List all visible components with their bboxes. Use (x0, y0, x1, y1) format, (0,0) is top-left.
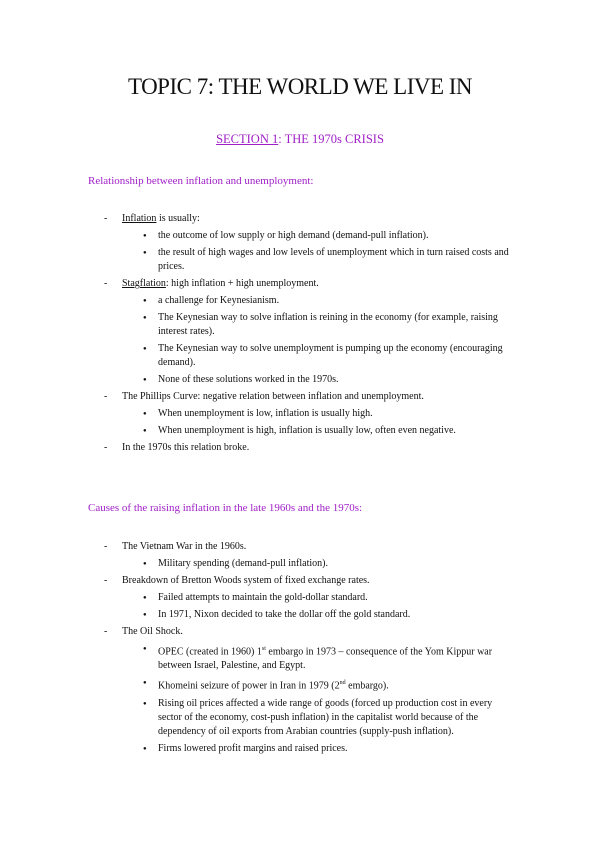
section-link[interactable]: SECTION 1 (216, 132, 279, 146)
list-subitem: ● Military spending (demand-pull inflation). (158, 557, 510, 571)
list-inflation-unemployment (0, 212, 600, 458)
list-item-vietnam-war: - The Vietnam War in the 1960s. (122, 540, 502, 554)
list-subitem: ● The Keynesian way to solve unemployment is pumping up the economy (encouraging demand). (158, 342, 510, 370)
term-inflation: Inflation (122, 213, 157, 224)
list-item-oil-shock: - The Oil Shock. (122, 625, 502, 639)
heading-inflation-unemployment: Relationship between inflation and unemployment: (88, 175, 314, 187)
heading-causes-inflation: Causes of the raising inflation in the late 1960s and the 1970s: (88, 502, 363, 514)
list-subitem: ● a challenge for Keynesianism. (158, 294, 510, 308)
list-item-stagflation: - Stagflation: high inflation + high unemployment. (122, 277, 502, 291)
list-subitem-opec: ● OPEC (created in 1960) 1st embargo in 1973 – consequence of the Yom Kippur war between Israel, Palestine, and Egypt. (158, 642, 510, 673)
term-stagflation: Stagflation (122, 278, 166, 289)
list-subitem: ● When unemployment is high, inflation is usually low, often even negative. (158, 424, 510, 438)
list-subitem: ● the outcome of low supply or high demand (demand-pull inflation). (158, 229, 510, 243)
list-item-phillips-curve: - The Phillips Curve: negative relation between inflation and unemployment. (122, 390, 502, 404)
list-causes-inflation (0, 540, 600, 759)
list-item-bretton-woods: - Breakdown of Bretton Woods system of fixed exchange rates. (122, 574, 502, 588)
list-item-relation-broke: - In the 1970s this relation broke. (122, 441, 502, 455)
list-subitem: ● The Keynesian way to solve inflation is reining in the economy (for example, raising interest rates). (158, 311, 510, 339)
page-title: TOPIC 7: THE WORLD WE LIVE IN (127, 74, 473, 99)
list-subitem: ● None of these solutions worked in the 1970s. (158, 373, 510, 387)
list-subitem: ● Firms lowered profit margins and raised prices. (158, 742, 510, 756)
list-subitem-khomeini: ● Khomeini seizure of power in Iran in 1979 (2nd embargo). (158, 676, 510, 693)
list-subitem: ● the result of high wages and low levels of unemployment which in turn raised costs and prices. (158, 246, 510, 274)
list-subitem: ● When unemployment is low, inflation is usually high. (158, 407, 510, 421)
list-item-inflation: - Inflation is usually: (122, 212, 502, 226)
section-heading (0, 132, 600, 147)
list-subitem: ● In 1971, Nixon decided to take the dollar off the gold standard. (158, 608, 510, 622)
section-title: : THE 1970s CRISIS (278, 132, 384, 146)
list-subitem: ● Failed attempts to maintain the gold-dollar standard. (158, 591, 510, 605)
list-subitem: ● Rising oil prices affected a wide range of goods (forced up production cost in every sector of the economy, cost-push inflation) in the capitalist world because of the dependency of oil exports from Arabian countries (supply-push inflation). (158, 697, 510, 739)
